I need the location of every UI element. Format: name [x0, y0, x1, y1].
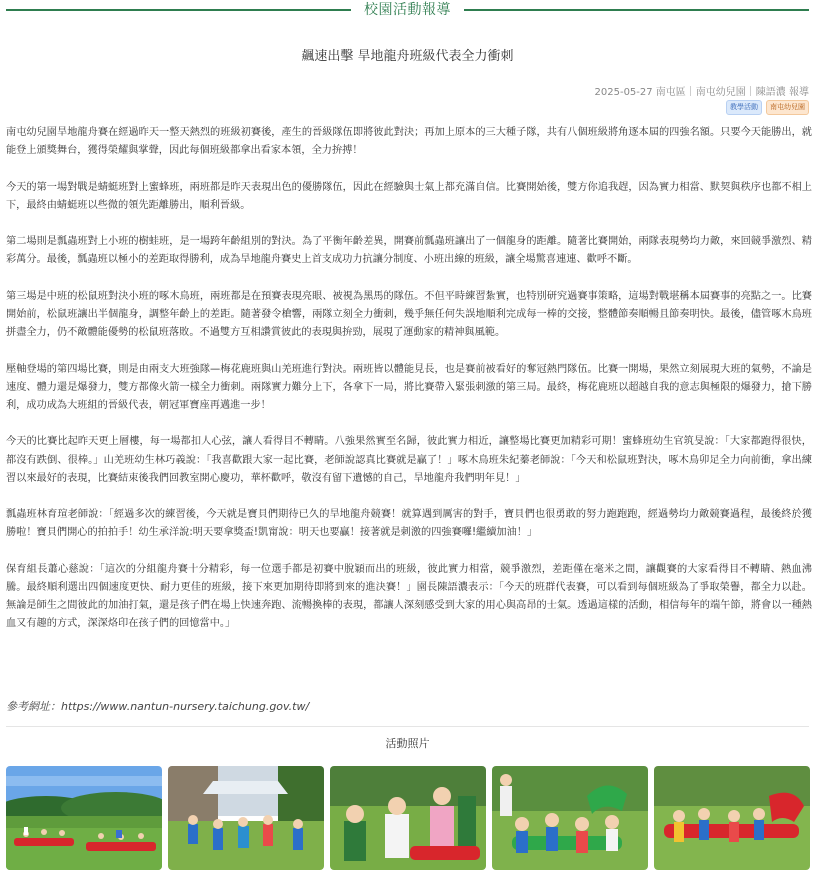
tag-kindergarten[interactable]: 南屯幼兒園	[766, 100, 809, 115]
divider	[6, 726, 809, 727]
section-header-right-line	[464, 9, 809, 11]
reference-link[interactable]: https://www.nantun-nursery.taichung.gov.tw/	[61, 700, 310, 713]
article-meta: 2025-05-27 南屯區｜南屯幼兒園｜陳語濃 報導	[594, 87, 809, 98]
article-paragraph: 南屯幼兒園旱地龍舟賽在經過昨天一整天熱烈的班級初賽後，產生的晉級隊伍即將彼此對決；再加上原本的三大種子隊，共有八個班級將角逐本屆的四強名額。只要今天能勝出，就能登上頒獎舞台，獲得榮耀與掌聲，因此每個班級都拿出看家本領，全力拚搏！	[6, 127, 812, 157]
activity-photo-1[interactable]	[6, 766, 162, 870]
photos-title: 活動照片	[385, 737, 430, 750]
article-tags	[726, 100, 809, 115]
section-title: 校園活動報導	[364, 2, 451, 18]
article-paragraph: 今天的第一場對戰是蜻蜓班對上蜜蜂班，兩班都是昨天表現出色的優勝隊伍，因此在經驗與士氣上都充滿自信。比賽開始後，雙方你追我趕，因為實力相當、默契與秩序也都不相上下，最終由蜻蜓班以些微的領先距離勝出，順利晉級。	[6, 181, 812, 211]
article-paragraph: 壓軸登場的第四場比賽，則是由兩支大班強隊—梅花鹿班與山羌班進行對決。兩班皆以體能見長，也是賽前被看好的奪冠熱門隊伍。比賽一開場，果然立刻展現大班的氣勢，不論是速度、體力還是爆發力，雙方都像火箭一樣全力衝刺。兩隊實力難分上下，各拿下一局，將比賽帶入緊張刺激的第三局。最終，梅花鹿班以超越自我的意志與極限的爆發力，搶下勝利，成功成為大班組的晉級代表，朝冠軍寶座再邁進一步！	[6, 363, 812, 411]
activity-photo-4[interactable]	[492, 766, 648, 870]
activity-photo-5[interactable]	[654, 766, 810, 870]
article-paragraph: 第三場是中班的松鼠班對決小班的啄木鳥班，兩班都是在預賽表現亮眼、被視為黑馬的隊伍。不但平時練習紮實，也特別研究過賽事策略，這場對戰堪稱本屆賽事的亮點之一。比賽開始前，松鼠班讓出半個龍身，調整年齡上的差距。隨著發令槍響，兩隊立刻全力衝刺，幾乎無任何失誤地順利完成每一棒的交接，整體節奏順暢且節奏明快。最後，儘管啄木鳥班拼盡全力，仍不敵體能優勢的松鼠班落敗。不過雙方互相讚賞彼此的表現與拚勁，展現了運動家的精神與風範。	[6, 290, 812, 339]
article-title: 飆速出擊 旱地龍舟班級代表全力衝刺	[301, 49, 514, 64]
activity-photo-2[interactable]	[168, 766, 324, 870]
article-paragraph: 第二場則是瓢蟲班對上小班的樹蛙班，是一場跨年齡組別的對決。為了平衡年齡差異，開賽前瓢蟲班讓出了一個龍身的距離。隨著比賽開始，兩隊表現勢均力敵，來回競爭激烈、精彩萬分。最後，瓢蟲班以極小的差距取得勝利，成為旱地龍舟賽史上首支成功力抗讓分制度、小班出線的班級，讓全場驚喜連連、歡呼不斷。	[6, 236, 812, 266]
section-header	[6, 0, 809, 18]
article-paragraph: 今天的比賽比起昨天更上層樓，每一場都扣人心弦，讓人看得目不轉睛。八強果然實至名歸，彼此實力相近，讓整場比賽更加精彩可期！蜜蜂班幼生官筑旻說：「大家都跑得很快，都沒有跌倒、很棒。」山羌班幼生林巧義說：「我喜歡跟大家一起比賽，老師說認真比賽就是贏了！」啄木鳥班朱紀蓁老師說：「今天和松鼠班對決，啄木鳥卯足全力向前衝，拿出練習以來最好的表現，比賽結束後我們回教室開心慶功，華杯歡呼，敬沒有留下遺憾的自己，旱地龍舟我們明年見！」	[6, 436, 812, 484]
reference-label: 參考網址：	[6, 700, 61, 713]
activity-photo-3[interactable]	[330, 766, 486, 870]
article-paragraph: 瓢蟲班林育瑄老師說：「經過多次的練習後，今天就是寶貝們期待已久的旱地龍舟競賽！就算遇到厲害的對手，寶貝們也很勇敢的努力跑跑跑，經過勢均力敵競賽過程，最後終於獲勝啦！寶貝們開心的拍拍手！幼生承洋說:明天要拿獎盃!凱甯說：明天也要贏！接著就是刺激的四強賽囉!繼續加油！」	[6, 509, 812, 539]
photo-gallery	[6, 766, 810, 870]
tag-teaching-activity[interactable]: 教學活動	[726, 100, 762, 115]
article-paragraph: 保育組長蕭心慈說：「這次的分組龍舟賽十分精彩，每一位選手都是初賽中脫穎而出的班級，彼此實力相當，競爭激烈，差距僅在毫米之間，讓觀賽的大家看得目不轉睛、熱血沸騰。最終順利選出四個速度更快、耐力更佳的班級，接下來更加期待即將到來的進決賽！」園長陳語濃表示：「今天的班群代表賽，可以看到每個班級為了爭取榮譽，都全力以赴。無論是師生之間彼此的加油打氣，還是孩子們在場上快速奔跑、流暢換棒的表現，都讓人深刻感受到大家的用心與高昂的士氣。透過這樣的活動，相信每年的端午節，將會以一種熱血又有趣的方式，深深烙印在孩子們的回憶當中。」	[6, 563, 812, 630]
reference	[6, 698, 309, 714]
article-body	[6, 124, 812, 652]
